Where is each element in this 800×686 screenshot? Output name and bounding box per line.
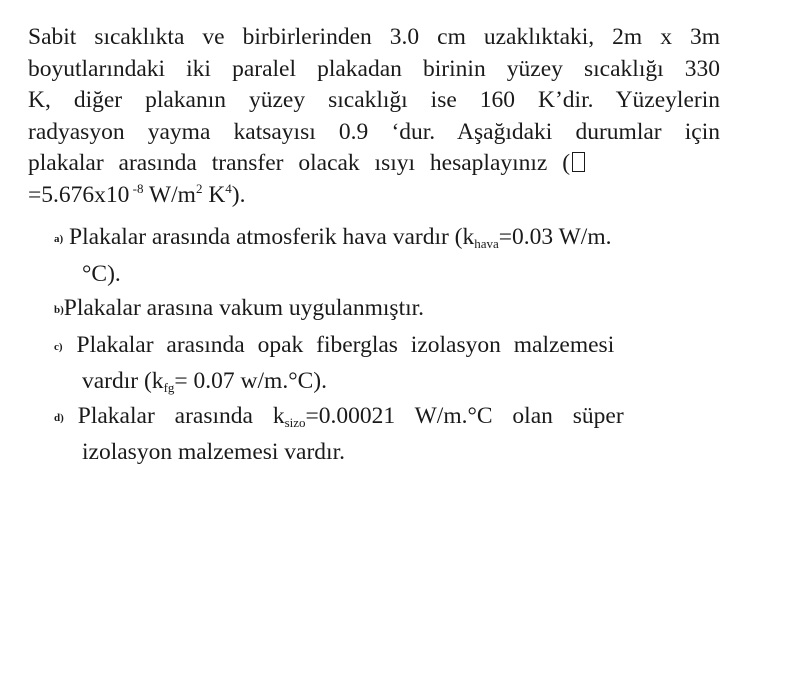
closing-paren: ). [231,181,246,208]
case-d [28,399,720,470]
problem-line-5 [28,148,720,180]
exponent-four: 4 [225,180,232,196]
case-c-marker: c) [54,340,63,353]
case-b-text: Plakalar arasına vakum uygulanmıştır. [63,295,425,321]
problem-line-5-text: plakalar arasında transfer olacak ısıyı hesaplayınız ( [28,150,571,176]
missing-glyph-icon [572,152,585,172]
case-a-text: Plakalar arasında atmosferik hava vardır (k [63,224,475,250]
case-c-line-1 [54,328,720,365]
problem-line-1: Sabit sıcaklıkta ve birbirlerinden 3.0 cm uzaklıktaki, 2m x 3m [28,24,720,50]
case-d-value: =0.00021 W/m.°C olan süper [305,402,624,429]
case-c-text-2a: vardır (k [82,368,164,394]
unit-w-m: W/m [143,181,196,208]
problem-line-3: K, diğer plakanın yüzey sıcaklığı ise 160 K’dir. Yüzeylerin [28,87,720,113]
case-a-line-1 [54,220,720,257]
case-b-line-1 [54,291,720,328]
exponent: -8 [129,180,144,196]
case-a-line-2: °C). [82,260,121,287]
problem-statement [28,22,720,211]
case-d-text: Plakalar arasında k [77,402,285,429]
case-a-marker: a) [54,233,64,245]
case-c-subscript: fg [163,380,175,395]
case-a [28,220,720,291]
case-b-marker: b) [54,304,64,316]
case-c-line-2 [54,364,720,399]
problem-line-2: boyutlarındaki iki paralel plakadan birinin yüzey sıcaklığı 330 [28,55,720,82]
case-d-marker: d) [54,411,64,424]
cases-list [28,220,720,470]
case-d-line-1 [54,399,720,436]
problem-line-6 [28,180,720,212]
case-d-line-2: izolasyon malzemesi vardır. [82,439,345,465]
unit-k: K [202,181,226,208]
case-c-text-2b: = 0.07 w/m.°C). [174,368,327,394]
case-b [28,291,720,328]
exponent-squared: 2 [195,180,203,196]
case-a-subscript: hava [474,236,499,251]
case-a-value: =0.03 W/m. [498,224,612,250]
case-d-subscript: sizo [284,414,306,430]
problem-line-4: radyasyon yayma katsayısı 0.9 ‘dur. Aşağıdaki durumlar için [28,118,720,145]
case-c-text: Plakalar arasında opak fiberglas izolasyon malzemesi [76,331,615,358]
stefan-boltzmann-value: =5.676x10 [28,181,130,208]
case-c [28,328,720,399]
